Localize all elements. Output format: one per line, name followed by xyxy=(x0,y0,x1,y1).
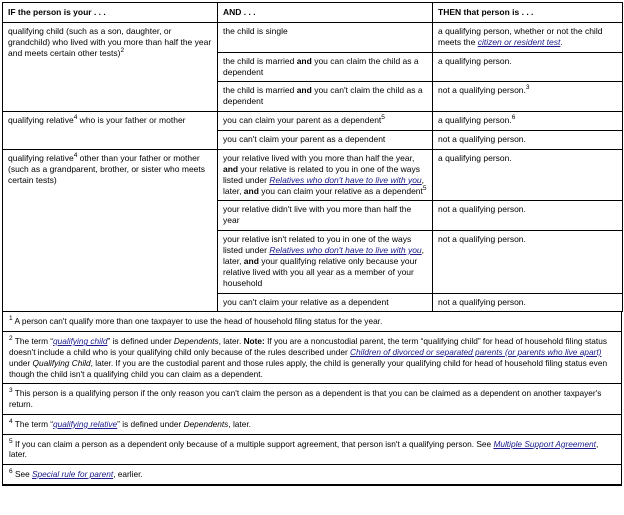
cell-result: a qualifying person, whether or not the child meets the citizen or resident test. xyxy=(433,22,623,52)
footnote-ref[interactable]: 6 xyxy=(9,468,13,476)
emphasis-text: Note: xyxy=(243,336,265,347)
footnote-ref[interactable]: 4 xyxy=(73,114,78,122)
cell-condition: you can't claim your relative as a dependent xyxy=(218,293,433,312)
cell-result: not a qualifying person. xyxy=(433,131,623,150)
italic-term: Dependents xyxy=(173,336,219,347)
cell-condition: the child is single xyxy=(218,22,433,52)
table-body xyxy=(3,22,623,312)
table-row xyxy=(3,22,623,52)
footnote: $^4$ The term “qualifying relative” is defined under Dependents, later. xyxy=(3,415,621,435)
cell-person-category: qualifying child (such as a son, daughter, or grandchild) who lived with you more than half the year and meets certain other tests)$^2$ xyxy=(3,22,218,111)
cell-condition: the child is married and you can't claim the child as a dependent xyxy=(218,82,433,112)
footnote: $^5$ If you can claim a person as a dependent only because of a multiple support agreement, that person isn't a qualifying person. See Multiple Support Agreement, later. xyxy=(3,435,621,466)
footnote: $^1$ A person can't qualify more than one taxpayer to use the head of household filing status for the year. xyxy=(3,312,621,332)
footnote: $^2$ The term “qualifying child” is defined under Dependents, later. Note: If you are a noncustodial parent, the term “qualifying child” for head of household filing status doesn't include a child who is your qualifying child only because of the rules described under Children of divorced or separated parents (or parents who live apart) under Qualifying Child, later. If you are the custodial parent and those rules apply, the child is generally your qualifying child for head of household filing status even though the child isn't a qualifying child you can claim as a dependent. xyxy=(3,332,621,384)
emphasis-text: and xyxy=(296,55,312,66)
footnote: $^6$ See Special rule for parent, earlier. xyxy=(3,465,621,485)
table-row xyxy=(3,149,623,201)
italic-term: Dependents xyxy=(183,418,229,429)
cell-result: a qualifying person. xyxy=(433,52,623,82)
cell-condition: your relative didn't live with you more than half the year xyxy=(218,201,433,231)
emphasis-text: and xyxy=(243,255,259,266)
footnote-ref[interactable]: 5 xyxy=(9,437,13,445)
cell-condition: your relative lived with you more than half the year, and your relative is related to you in one of the ways listed under Relatives who don't have to live with you, later, and you can claim your relative as a dependent$^5$ xyxy=(218,149,433,201)
emphasis-text: and xyxy=(243,185,259,196)
cross-reference-link[interactable]: Relatives who don't have to live with you xyxy=(269,174,422,185)
footnote-ref[interactable]: 2 xyxy=(120,46,125,54)
cell-result: not a qualifying person. xyxy=(433,201,623,231)
cell-result: not a qualifying person. xyxy=(433,293,623,312)
cross-reference-link[interactable]: Multiple Support Agreement xyxy=(493,438,596,449)
emphasis-text: and xyxy=(296,85,312,96)
cell-person-category: qualifying relative$^4$ other than your father or mother (such as a grandparent, brother, or sister who meets certain tests) xyxy=(3,149,218,312)
cross-reference-link[interactable]: Children of divorced or separated parents (or parents who live apart) xyxy=(350,346,602,357)
footnote-ref[interactable]: 3 xyxy=(525,84,530,92)
cross-reference-link[interactable]: qualifying relative xyxy=(53,418,118,429)
cell-result: not a qualifying person. xyxy=(433,231,623,293)
cross-reference-link[interactable]: citizen or resident test xyxy=(477,36,561,47)
cell-condition: the child is married and you can claim the child as a dependent xyxy=(218,52,433,82)
cross-reference-link[interactable]: Special rule for parent xyxy=(32,469,114,480)
footnotes-block xyxy=(2,312,622,486)
header-and: AND . . . xyxy=(218,3,433,23)
cell-result: a qualifying person. xyxy=(433,149,623,201)
cross-reference-link[interactable]: qualifying child xyxy=(53,336,108,347)
cell-condition: you can't claim your parent as a dependent xyxy=(218,131,433,150)
table-header-row xyxy=(3,3,623,23)
footnote-ref[interactable]: 5 xyxy=(422,184,427,192)
footnote-ref[interactable]: 2 xyxy=(9,335,13,343)
cell-person-category: qualifying relative$^4$ who is your father or mother xyxy=(3,112,218,150)
header-then-that-person-is: THEN that person is . . . xyxy=(433,3,623,23)
footnote-ref[interactable]: 4 xyxy=(9,418,13,426)
table-row xyxy=(3,112,623,131)
header-if-person-is-your: IF the person is your . . . xyxy=(3,3,218,23)
footnote-ref[interactable]: 3 xyxy=(9,387,13,395)
footnote-ref[interactable]: 6 xyxy=(511,114,516,122)
cell-condition: you can claim your parent as a dependent$^5$ xyxy=(218,112,433,131)
cell-result: a qualifying person.$^6$ xyxy=(433,112,623,131)
emphasis-text: and xyxy=(223,163,239,174)
footnote-ref[interactable]: 1 xyxy=(9,315,13,323)
footnote: $^3$ This person is a qualifying person if the only reason you can't claim the person as a dependent is that you can be claimed as a dependent on another taxpayer's return. xyxy=(3,384,621,415)
footnote-ref[interactable]: 4 xyxy=(73,152,78,160)
qualifying-person-table xyxy=(2,2,623,312)
italic-term: Qualifying Child xyxy=(32,357,91,368)
cross-reference-link[interactable]: Relatives who don't have to live with you xyxy=(269,245,422,255)
cell-result: not a qualifying person.$^3$ xyxy=(433,82,623,112)
cell-condition: your relative isn't related to you in one of the ways listed under Relatives who don't have to live with you, later, and your qualifying relative only because your relative lived with you all year as a member of your household xyxy=(218,231,433,293)
footnote-ref[interactable]: 5 xyxy=(381,114,385,122)
